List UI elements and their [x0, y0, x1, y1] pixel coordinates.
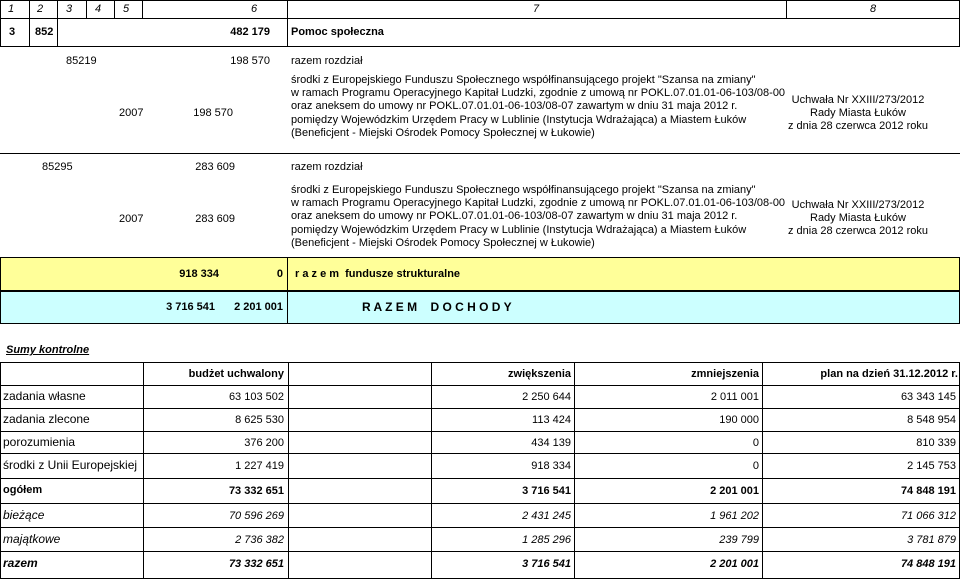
value-decrease: 0 — [752, 460, 759, 472]
value-decrease: 1 961 202 — [710, 510, 759, 522]
description-line: pomiędzy Wojewódzkim Urzędem Pracy w Lublinie (Instytucja Wdrażająca) a Miastem Łuków — [291, 223, 747, 236]
row-label: porozumienia — [3, 435, 76, 449]
income-total-decrease: 2 201 001 — [234, 301, 283, 313]
col-number-6: 6 — [251, 3, 258, 15]
description-line: środki z Europejskiego Funduszu Społecznego współfinansującego projekt "Szansa na zmiany" — [291, 74, 756, 86]
row-label: majątkowe — [3, 532, 61, 546]
value-budget: 376 200 — [244, 437, 284, 449]
rozdzial-number: 85295 — [42, 161, 73, 173]
value-budget: 73 332 651 — [228, 558, 284, 570]
value-plan: 810 339 — [916, 437, 956, 449]
resolution-line: Rady Miasta Łuków — [810, 107, 906, 120]
rozdzial-label: razem rozdział — [291, 161, 363, 173]
rozdzial-label: razem rozdział — [291, 55, 363, 67]
value-increase: 434 139 — [531, 437, 571, 449]
row-label: ogółem — [3, 484, 43, 496]
col-number-7: 7 — [533, 3, 540, 15]
row-label: zadania zlecone — [3, 412, 90, 426]
column-number-row — [0, 0, 960, 19]
resolution-line: Rady Miasta Łuków — [810, 212, 906, 225]
structural-total-decrease: 0 — [276, 268, 283, 280]
row-label: razem — [3, 556, 38, 570]
section-dzial: 852 — [35, 26, 54, 38]
funding-description — [291, 184, 785, 250]
value-plan: 8 548 954 — [907, 414, 956, 426]
description-line: oraz aneksem do umowy nr POKL.07.01.01-06-103/08-07 zawartym w dniu 31 maja 2012 r. — [291, 100, 738, 113]
row-label: zadania własne — [3, 389, 86, 403]
value-decrease: 2 201 001 — [710, 558, 759, 570]
resolution-reference — [786, 94, 930, 134]
rozdzial-amount: 198 570 — [230, 55, 270, 67]
header-plan: plan na dzień 31.12.2012 r. — [820, 368, 958, 380]
value-budget: 63 103 502 — [228, 391, 284, 403]
value-budget: 70 596 269 — [228, 510, 284, 522]
rozdzial-amount: 283 609 — [195, 161, 235, 173]
resolution-line: Uchwała Nr XXIII/273/2012 — [791, 94, 925, 106]
col-number-8: 8 — [870, 3, 877, 15]
value-plan: 63 343 145 — [900, 391, 956, 403]
resolution-line: z dnia 28 czerwca 2012 roku — [787, 120, 929, 133]
resolution-reference — [786, 199, 930, 239]
value-budget: 8 625 530 — [235, 414, 284, 426]
year: 2007 — [119, 213, 144, 225]
value-decrease: 190 000 — [719, 414, 759, 426]
rozdzial-number: 85219 — [66, 55, 97, 67]
section-number: 3 — [9, 26, 16, 38]
value-increase: 3 716 541 — [522, 558, 571, 570]
col-number-2: 2 — [37, 3, 44, 15]
description-line: w ramach Programu Operacyjnego Kapitał Ludzki, zgodnie z umową nr POKL.07.01.01-06-103/08-00 — [291, 87, 786, 100]
row-label: bieżące — [3, 508, 45, 522]
income-total-label: R A Z E M D O C H O D Y — [362, 300, 512, 314]
value-increase: 2 250 644 — [522, 391, 571, 403]
description-line: oraz aneksem do umowy nr POKL.07.01.01-06-103/08-07 zawartym w dniu 31 maja 2012 r. — [291, 210, 738, 223]
income-total-increase: 3 716 541 — [166, 301, 215, 313]
funding-description — [291, 74, 785, 140]
value-increase: 3 716 541 — [522, 485, 571, 497]
col-number-1: 1 — [8, 3, 15, 15]
value-increase: 2 431 245 — [522, 510, 571, 522]
section-amount: 482 179 — [230, 26, 270, 38]
description-line: środki z Europejskiego Funduszu Społecznego współfinansującego projekt "Szansa na zmiany" — [291, 184, 756, 196]
section-title: Pomoc społeczna — [291, 26, 384, 38]
structural-total-label: r a z e m fundusze strukturalne — [295, 268, 461, 280]
structural-total-amount: 918 334 — [179, 268, 219, 280]
value-decrease: 0 — [752, 437, 759, 449]
value-plan: 74 848 191 — [900, 558, 956, 570]
value-budget: 73 332 651 — [228, 485, 284, 497]
header-budget: budżet uchwalony — [188, 368, 284, 380]
description-line: w ramach Programu Operacyjnego Kapitał Ludzki, zgodnie z umową nr POKL.07.01.01-06-103/08-00 — [291, 197, 786, 210]
value-budget: 2 736 382 — [235, 534, 284, 546]
value-plan: 3 781 879 — [907, 534, 956, 546]
value-decrease: 2 011 001 — [710, 391, 759, 403]
value-decrease: 239 799 — [719, 534, 759, 546]
col-number-5: 5 — [123, 3, 130, 15]
value-plan: 74 848 191 — [900, 485, 956, 497]
value-increase: 1 285 296 — [522, 534, 571, 546]
year: 2007 — [119, 107, 144, 119]
value-budget: 1 227 419 — [235, 460, 284, 472]
description-line: (Beneficjent - Miejski Ośrodek Pomocy Społecznej w Łukowie) — [291, 126, 595, 139]
value-increase: 113 424 — [532, 414, 571, 426]
header-increase: zwiększenia — [508, 368, 571, 380]
value-plan: 71 066 312 — [900, 510, 956, 522]
resolution-line: Uchwała Nr XXIII/273/2012 — [791, 199, 925, 211]
header-decrease: zmniejszenia — [691, 368, 759, 380]
col-number-4: 4 — [95, 3, 102, 15]
row-label: środki z Unii Europejskiej — [3, 458, 138, 472]
value-increase: 918 334 — [531, 460, 571, 472]
value-decrease: 2 201 001 — [710, 485, 759, 497]
item-amount: 283 609 — [195, 213, 235, 225]
description-line: pomiędzy Wojewódzkim Urzędem Pracy w Lublinie (Instytucja Wdrażająca) a Miastem Łuków — [291, 113, 747, 126]
resolution-line: z dnia 28 czerwca 2012 roku — [787, 225, 929, 238]
control-sums-title: Sumy kontrolne — [6, 344, 90, 356]
value-plan: 2 145 753 — [907, 460, 956, 472]
col-number-3: 3 — [66, 3, 73, 15]
description-line: (Beneficjent - Miejski Ośrodek Pomocy Społecznej w Łukowie) — [291, 236, 595, 249]
item-amount: 198 570 — [193, 107, 233, 119]
